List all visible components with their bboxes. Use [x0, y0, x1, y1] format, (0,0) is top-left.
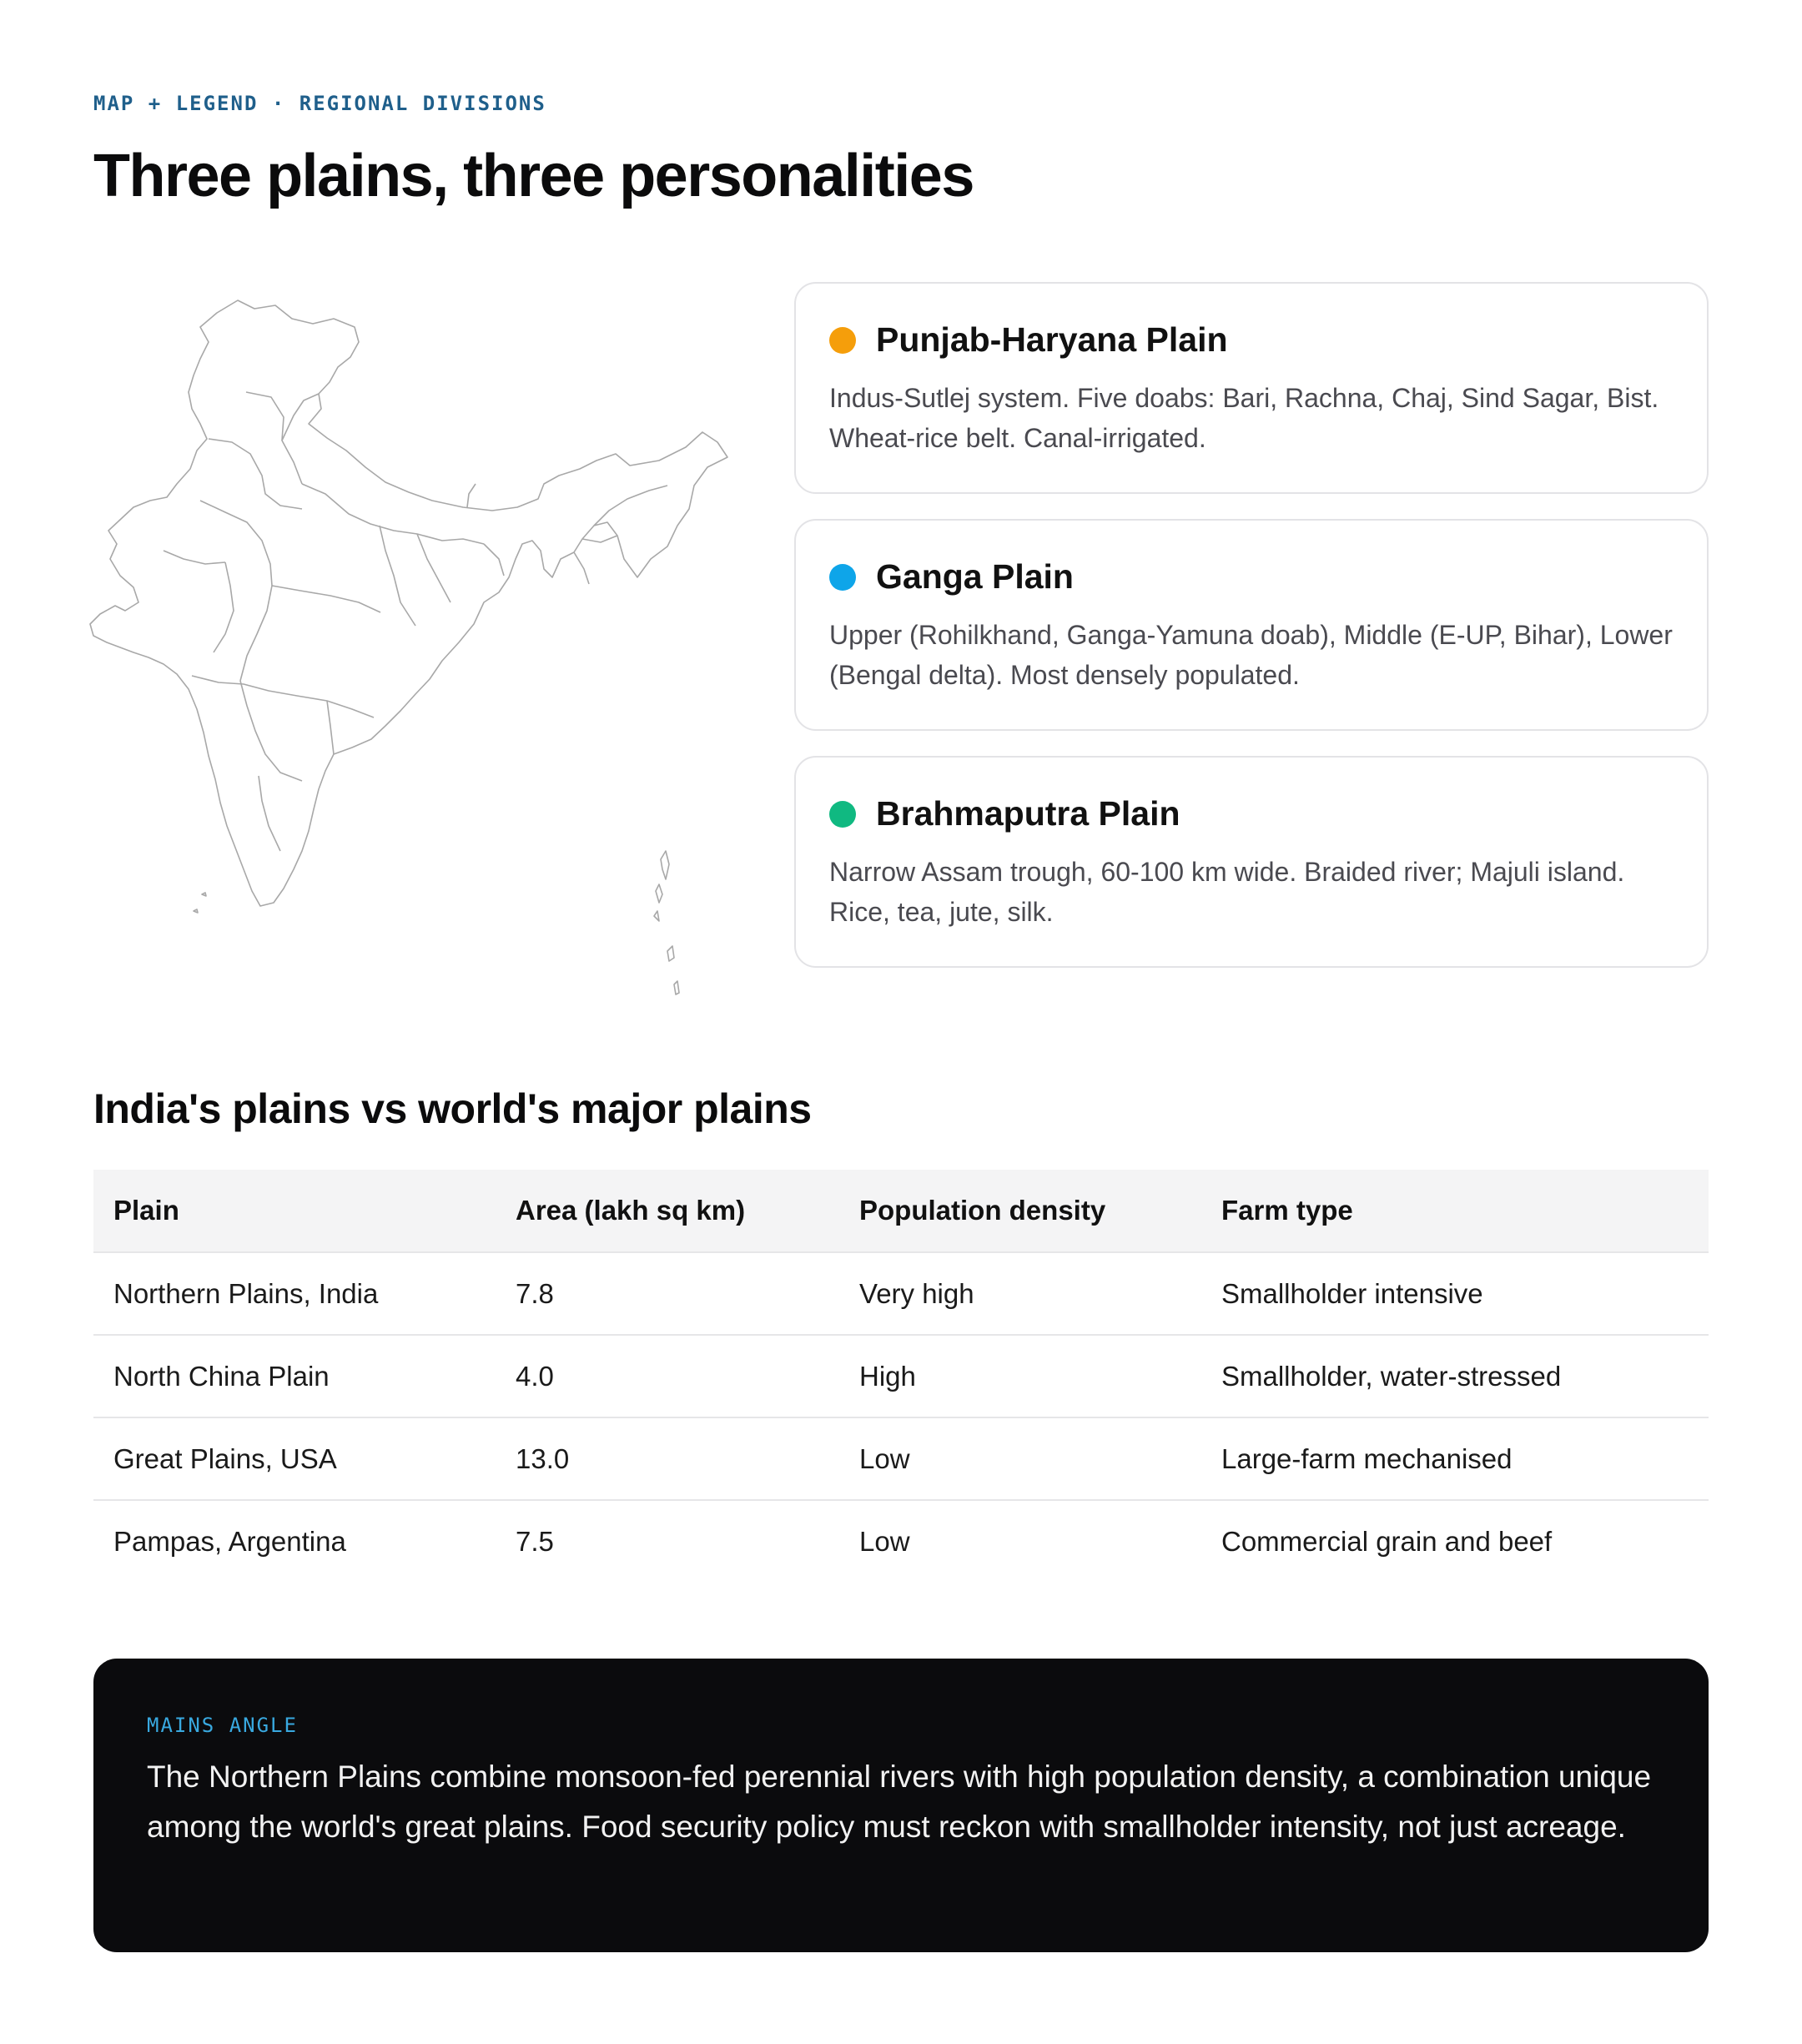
- table-cell: North China Plain: [93, 1335, 496, 1417]
- table-cell: 7.5: [516, 1525, 554, 1557]
- column-header: Plain: [93, 1170, 496, 1252]
- legend: [794, 282, 1709, 993]
- table-cell: 13.0: [496, 1417, 839, 1500]
- table-cell: High: [839, 1335, 1201, 1417]
- mains-label: MAINS ANGLE: [147, 1714, 298, 1737]
- table-row: [93, 1252, 1709, 1335]
- blue-dot-icon: [829, 564, 856, 591]
- mains-angle-callout: [93, 1659, 1709, 1952]
- legend-card-ganga: [794, 519, 1709, 731]
- table-cell: Northern Plains, India: [93, 1252, 496, 1335]
- table-cell: Pampas, Argentina: [113, 1525, 346, 1557]
- table-row: [93, 1417, 1709, 1500]
- legend-name: Brahmaputra Plain: [876, 794, 1180, 833]
- legend-description: Indus-Sutlej system. Five doabs: Bari, Rachna, Chaj, Sind Sagar, Bist. Wheat-rice belt. Canal-irrigated.: [829, 383, 1659, 453]
- column-header: Farm type: [1201, 1170, 1709, 1252]
- eyebrow-label: MAP + LEGEND · REGIONAL DIVISIONS: [93, 92, 546, 115]
- comparison-table: [93, 1170, 1709, 1582]
- india-outline-map-icon: [83, 275, 742, 1009]
- comparison-title: India's plains vs world's major plains: [93, 1085, 812, 1132]
- india-outline: [90, 300, 727, 906]
- table-cell: Low: [859, 1525, 910, 1557]
- india-map: [83, 275, 742, 1009]
- table-cell: Low: [839, 1417, 1201, 1500]
- green-dot-icon: [829, 801, 856, 828]
- orange-dot-icon: [829, 327, 856, 354]
- legend-name: Ganga Plain: [876, 557, 1074, 596]
- column-header: Population density: [839, 1170, 1201, 1252]
- legend-description: Upper (Rohilkhand, Ganga-Yamuna doab), Middle (E-UP, Bihar), Lower (Bengal delta). Most densely populated.: [829, 620, 1673, 690]
- column-header: Area (lakh sq km): [496, 1170, 839, 1252]
- table-row: [93, 1335, 1709, 1417]
- legend-description: Narrow Assam trough, 60-100 km wide. Braided river; Majuli island. Rice, tea, jute, silk.: [829, 857, 1625, 927]
- table-cell: Large-farm mechanised: [1201, 1417, 1709, 1500]
- table-cell: Smallholder, water-stressed: [1201, 1335, 1709, 1417]
- legend-card-punjab-haryana: [794, 282, 1709, 494]
- table-cell: 7.8: [496, 1252, 839, 1335]
- mains-text: The Northern Plains combine monsoon-fed perennial rivers with high population density, a combination unique among the world's great plains. Food security policy must reckon with smallholder intensity, not just acreage.: [147, 1760, 1652, 1844]
- legend-card-brahmaputra: [794, 756, 1709, 968]
- table-cell: Great Plains, USA: [93, 1417, 496, 1500]
- table-header-row: [93, 1170, 1709, 1252]
- table-cell: Smallholder intensive: [1201, 1252, 1709, 1335]
- page-title: Three plains, three personalities: [93, 143, 974, 209]
- legend-name: Punjab-Haryana Plain: [876, 320, 1228, 359]
- table-cell: Very high: [839, 1252, 1201, 1335]
- table-row: [93, 1500, 1709, 1582]
- table-cell: 4.0: [496, 1335, 839, 1417]
- table-cell: Commercial grain and beef: [1221, 1525, 1553, 1557]
